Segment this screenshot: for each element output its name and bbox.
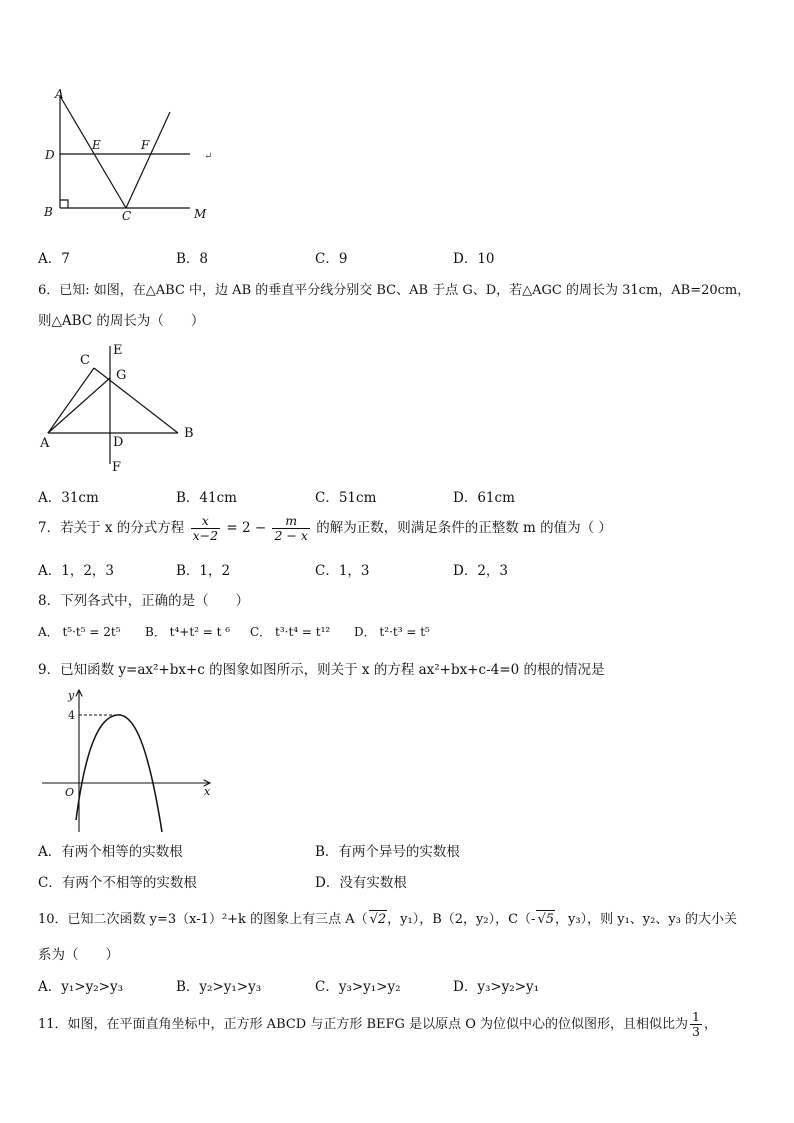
- q7-fraction-2: [272, 514, 309, 543]
- q10-sqrt5: √5: [537, 912, 555, 927]
- q11-fraction: [690, 1010, 702, 1039]
- q10-sqrt2-value: 2: [377, 912, 387, 927]
- q10-sqrt5-value: 5: [545, 912, 555, 927]
- q11-frac-numerator: 1: [692, 1009, 700, 1024]
- q7-frac1-denominator: x−2: [192, 528, 219, 543]
- fig6-label-E: E: [113, 343, 123, 358]
- fig6-label-B: B: [184, 426, 194, 441]
- q8-option-a: A． t⁵·t⁵ = 2t⁵: [38, 625, 121, 639]
- q7-frac2-denominator: 2 − x: [274, 528, 308, 543]
- fig6-label-G: G: [116, 368, 127, 383]
- q10-part3: ，y₃），则 y₁、y₂、y₃ 的大小关: [555, 912, 738, 927]
- q10-sqrt2: √2: [369, 912, 387, 927]
- q5-option-a: A．7: [38, 251, 70, 267]
- fig6-label-D: D: [113, 435, 124, 450]
- q5-option-c: C．9: [315, 251, 348, 267]
- q10-stem-line1: [38, 910, 737, 929]
- q7-option-b: B．1，2: [176, 563, 231, 579]
- q11-tail: ，: [703, 1017, 717, 1032]
- q6-option-c: C．51cm: [315, 490, 377, 506]
- q11-frac-denominator: 3: [692, 1024, 700, 1039]
- q6-option-d: D．61cm: [453, 490, 515, 506]
- q7-option-d: D．2，3: [453, 563, 509, 579]
- q6-stem-line1: 6．已知: 如图，在△ABC 中，边 AB 的垂直平分线分别交 BC、AB 于点 G、D，若△AGC 的周长为 31cm，AB=20cm，: [38, 283, 751, 298]
- q10-option-a: A．y₁>y₂>y₃: [38, 979, 123, 995]
- fig5-label-F: F: [141, 138, 150, 152]
- q10-part1: 10．已知二次函数 y=3（x-1）²+k 的图象上有三点 A（: [38, 912, 368, 927]
- q6-stem-line2: 则△ABC 的周长为（ ）: [38, 313, 205, 329]
- q7-option-c: C．1，3: [315, 563, 370, 579]
- q7-stem: [38, 514, 612, 543]
- q8-option-c: C． t³·t⁴ = t¹²: [250, 625, 331, 639]
- fig5-label-M: M: [194, 207, 207, 221]
- fig6-label-C: C: [80, 353, 90, 368]
- q5-option-d: D．10: [453, 251, 495, 267]
- q10-part2: ，y₁），B（2，y₂），C（-: [387, 912, 536, 927]
- figure-q6: [36, 340, 206, 480]
- return-mark-icon: ↵: [204, 151, 213, 162]
- figure-q9: [38, 686, 218, 836]
- q7-frac1-numerator: x: [191, 514, 220, 529]
- q10-option-c: C．y₃>y₁>y₂: [315, 979, 401, 995]
- q8-stem: 8．下列各式中，正确的是（ ）: [38, 593, 250, 609]
- fig6-label-F: F: [112, 460, 122, 475]
- q6-option-b: B．41cm: [176, 490, 237, 506]
- fig5-label-A: A: [55, 87, 64, 101]
- fig5-label-B: B: [44, 205, 53, 219]
- fig9-label-origin: O: [65, 786, 75, 799]
- figure-q5: [38, 86, 228, 226]
- q7-frac2-numerator: m: [272, 514, 309, 529]
- fig5-label-E: E: [92, 138, 101, 152]
- q9-stem: 9．已知函数 y=ax²+bx+c 的图象如图所示，则关于 x 的方程 ax²+bx+c-4=0 的根的情况是: [38, 662, 605, 678]
- q7-stem-post: 的解为正数，则满足条件的正整数 m 的值为（ ）: [316, 520, 612, 536]
- fig9-label-4: 4: [68, 709, 75, 722]
- q10-option-b: B．y₂>y₁>y₃: [176, 979, 262, 995]
- q8-option-b: B． t⁴+t² = t ⁶: [145, 625, 231, 639]
- q10-stem-line2: 系为（ ）: [38, 947, 119, 963]
- q9-option-b: B．有两个异号的实数根: [315, 844, 460, 860]
- fig5-label-C: C: [122, 209, 132, 223]
- fig9-label-x: x: [204, 785, 211, 798]
- q7-stem-mid: = 2 −: [226, 520, 267, 536]
- fig6-label-A: A: [40, 436, 50, 451]
- q9-option-a: A．有两个相等的实数根: [38, 844, 183, 860]
- q9-option-c: C．有两个不相等的实数根: [38, 875, 197, 891]
- q10-option-d: D．y₃>y₂>y₁: [453, 979, 540, 995]
- q6-option-a: A．31cm: [38, 490, 99, 506]
- q9-option-d: D．没有实数根: [315, 875, 407, 891]
- fig9-label-y: y: [68, 689, 75, 702]
- q7-option-a: A．1，2，3: [38, 563, 115, 579]
- q11-text: 11．如图，在平面直角坐标中，正方形 ABCD 与正方形 BEFG 是以原点 O 为位似中心的位似图形，且相似比为: [38, 1017, 688, 1032]
- q8-option-d: D． t²·t³ = t⁵: [354, 625, 430, 639]
- fig5-label-D: D: [45, 148, 55, 162]
- q5-option-b: B．8: [176, 251, 209, 267]
- q7-stem-pre: 7．若关于 x 的分式方程: [38, 520, 185, 536]
- q11-stem: [38, 1010, 717, 1039]
- q7-fraction-1: [191, 514, 220, 543]
